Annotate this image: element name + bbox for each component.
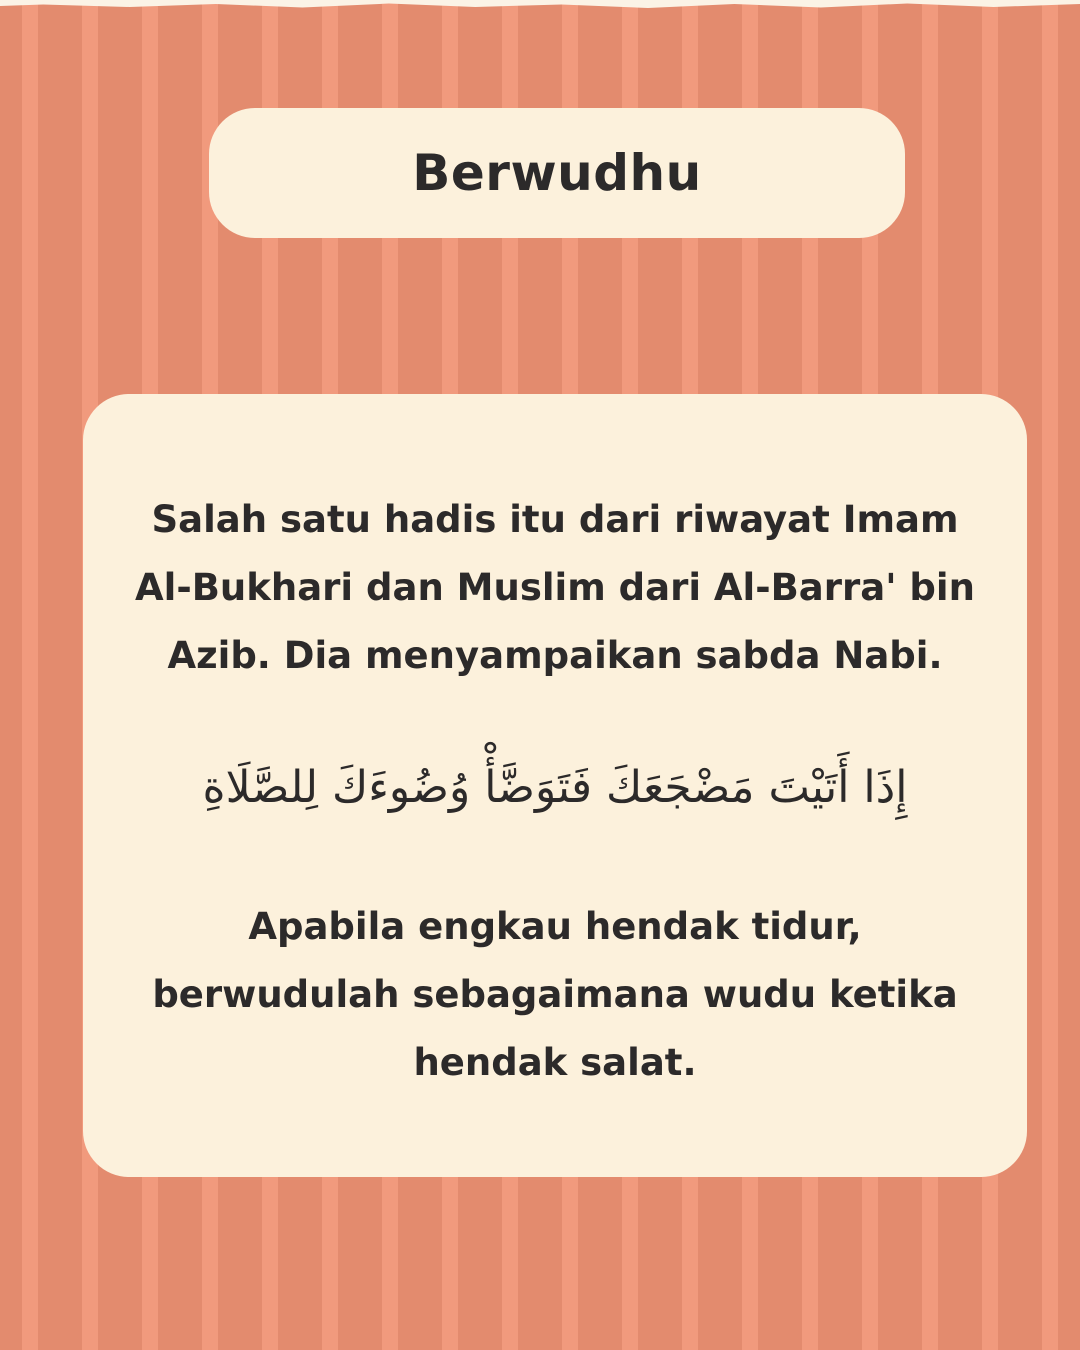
page-title: Berwudhu xyxy=(412,144,702,202)
hadith-translation-text: Apabila engkau hendak tidur, berwudulah sebagaimana wudu ketika hendak salat. xyxy=(152,905,958,1084)
title-banner xyxy=(209,108,905,238)
arabic-hadith-text: إِذَا أَتَيْتَ مَضْجَعَكَ فَتَوَضَّأْ وُضُوءَكَ لِلصَّلَاةِ xyxy=(202,762,908,813)
torn-paper-edge xyxy=(0,0,1080,10)
hadith-card xyxy=(83,394,1027,1177)
hadith-intro-text: Salah satu hadis itu dari riwayat Imam Al-Bukhari dan Muslim dari Al-Barra' bin Azib. Dia menyampaikan sabda Nabi. xyxy=(135,498,975,677)
